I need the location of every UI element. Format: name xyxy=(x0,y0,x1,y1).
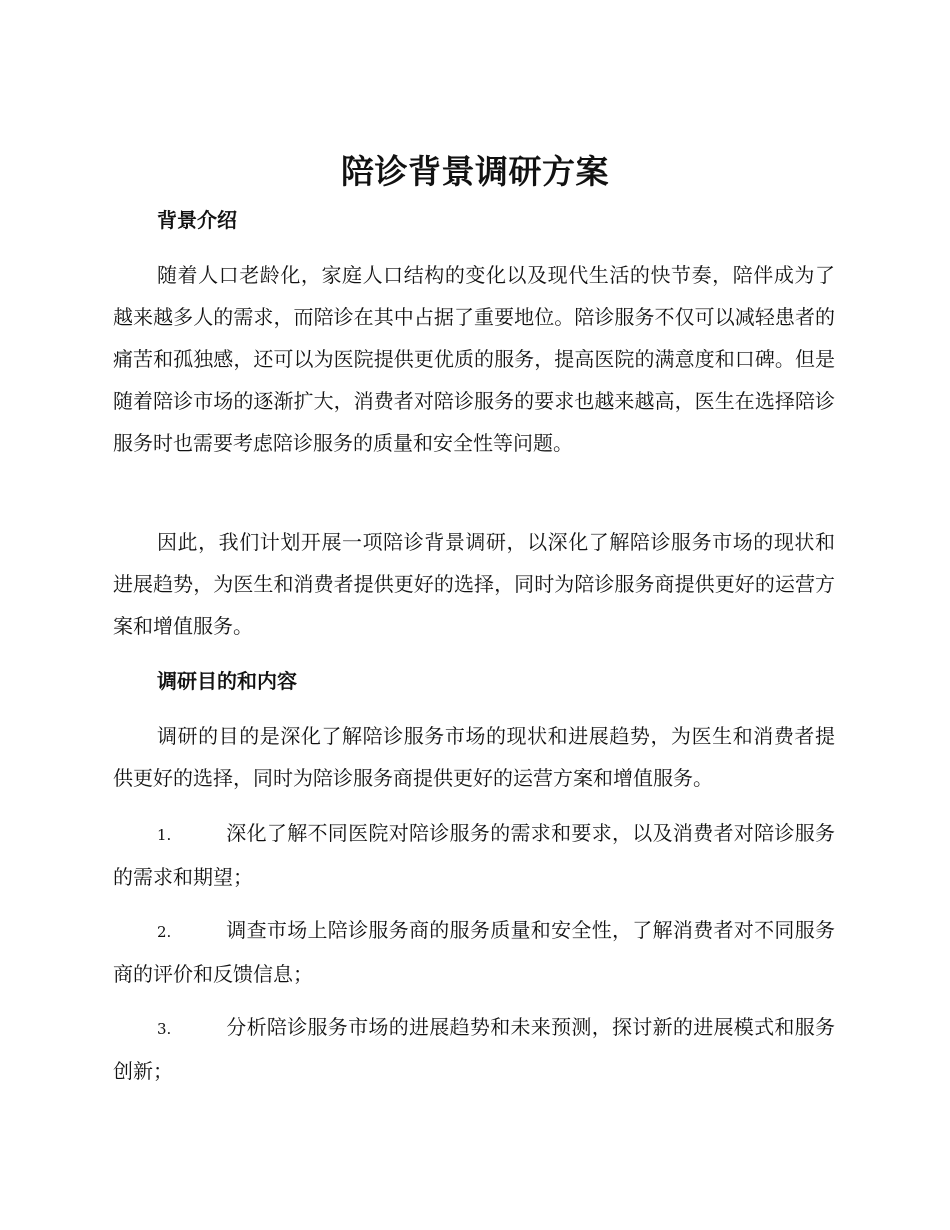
paragraph-background-1: 随着人口老龄化，家庭人口结构的变化以及现代生活的快节奏，陪伴成为了越来越多人的需求，而陪诊在其中占据了重要地位。陪诊服务不仅可以减轻患者的痛苦和孤独感，还可以为医院提供更优质的服务，提高医院的满意度和口碑。但是随着陪诊市场的逐渐扩大，消费者对陪诊服务的要求也越来越高，医生在选择陪诊服务时也需要考虑陪诊服务的质量和安全性等问题。 xyxy=(113,263,835,455)
list-item-number: 1. xyxy=(157,826,172,844)
paragraph-purpose-1: 调研的目的是深化了解陪诊服务市场的现状和进展趋势，为医生和消费者提供更好的选择，同时为陪诊服务商提供更好的运营方案和增值服务。 xyxy=(113,724,835,790)
section-heading-purpose: 调研目的和内容 xyxy=(157,669,297,693)
list-item xyxy=(113,909,835,995)
list-item-number: 2. xyxy=(157,923,172,941)
list-item-text: 分析陪诊服务市场的进展趋势和未来预测，探讨新的进展模式和服务创新； xyxy=(113,1015,835,1083)
list-item xyxy=(113,812,835,898)
list-item-text: 深化了解不同医院对陪诊服务的需求和要求，以及消费者对陪诊服务的需求和期望； xyxy=(113,821,835,889)
list-item-number: 3. xyxy=(157,1020,172,1038)
list-item xyxy=(113,1006,835,1092)
section-heading-background: 背景介绍 xyxy=(157,208,237,232)
paragraph-background-2: 因此，我们计划开展一项陪诊背景调研，以深化了解陪诊服务市场的现状和进展趋势，为医生和消费者提供更好的选择，同时为陪诊服务商提供更好的运营方案和增值服务。 xyxy=(113,530,835,638)
list-item-text: 调查市场上陪诊服务商的服务质量和安全性，了解消费者对不同服务商的评价和反馈信息； xyxy=(113,918,835,986)
document-title: 陪诊背景调研方案 xyxy=(341,152,609,191)
